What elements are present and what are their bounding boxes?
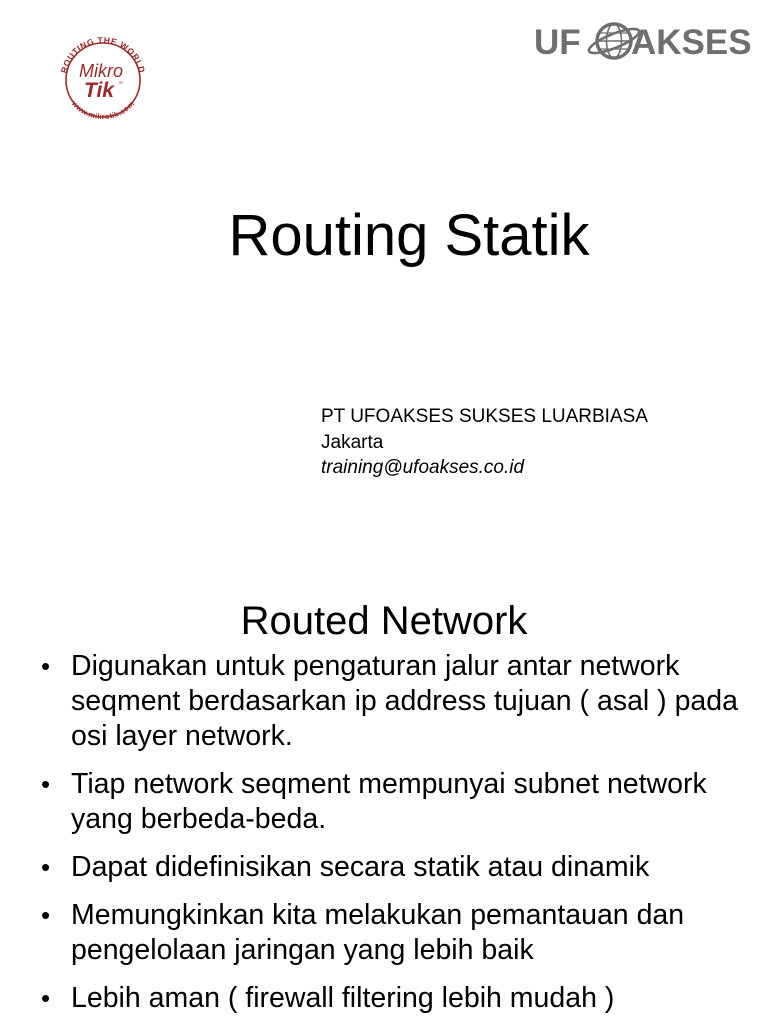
- svg-text:UF: UF: [534, 23, 581, 62]
- bullet-item: [0, 981, 768, 1016]
- svg-text:Mikro: Mikro: [79, 61, 123, 81]
- mikrotik-logo: [52, 30, 154, 130]
- bullet-item: [0, 767, 768, 837]
- svg-text:Tik: Tik: [84, 79, 114, 102]
- bullet-item: [0, 649, 768, 754]
- bullet-icon: •: [41, 651, 51, 681]
- bullet-text: Digunakan untuk pengaturan jalur antar network seqment berdasarkan ip address tujuan ( asal ) pada osi layer network.: [71, 650, 738, 752]
- bullet-icon: •: [41, 900, 51, 930]
- bullet-icon: •: [41, 769, 51, 799]
- section-heading: Routed Network: [240, 599, 528, 643]
- company-info: [321, 404, 648, 481]
- slide-title: Routing Statik: [228, 203, 590, 268]
- bullet-icon: •: [41, 852, 51, 882]
- svg-text:www.mikrotik.com: www.mikrotik.com: [69, 99, 137, 122]
- bullet-text: Dapat didefinisikan secara statik atau dinamik: [71, 851, 650, 883]
- svg-text:ROUTING THE WORLD: ROUTING THE WORLD: [58, 34, 148, 75]
- svg-text:AKSES: AKSES: [631, 23, 752, 62]
- bullet-text: Tiap network seqment mempunyai subnet network yang berbeda-beda.: [71, 768, 707, 835]
- company-email: training@ufoakses.co.id: [321, 457, 525, 478]
- svg-text:™: ™: [118, 81, 123, 87]
- ufoakses-logo: [532, 14, 754, 66]
- bullet-icon: •: [41, 983, 51, 1013]
- company-name: PT UFOAKSES SUKSES LUARBIASA: [321, 406, 648, 427]
- company-city: Jakarta: [321, 431, 384, 453]
- bullet-text: Lebih aman ( firewall filtering lebih mudah ): [71, 982, 615, 1014]
- bullet-item: [0, 898, 768, 968]
- content-slide: [0, 575, 768, 1024]
- bullet-list: [0, 649, 768, 1029]
- bullet-item: [0, 850, 768, 885]
- bullet-text: Memungkinkan kita melakukan pemantauan dan pengelolaan jaringan yang lebih baik: [71, 899, 685, 966]
